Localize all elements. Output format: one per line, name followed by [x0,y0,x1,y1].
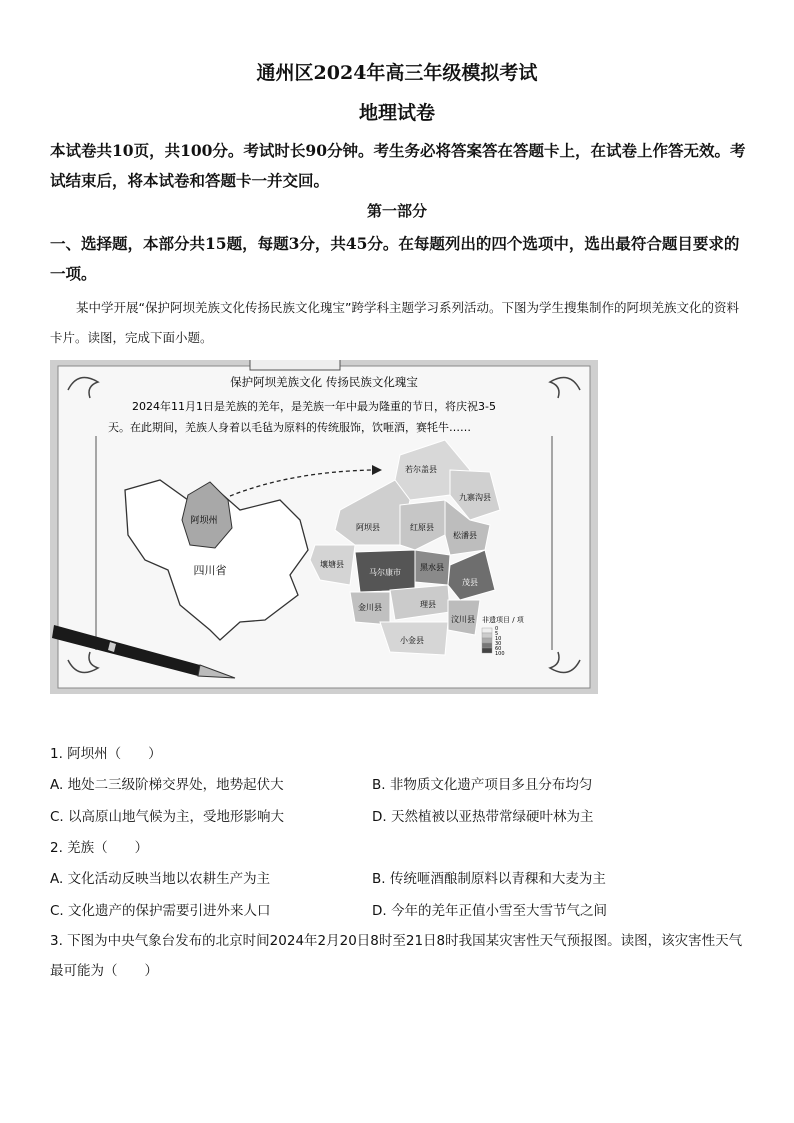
clip-icon [250,360,340,370]
legend-value: 0 [495,626,499,632]
q2-option-d: D. 今年的羌年正值小雪至大雪节气之间 [372,903,607,919]
sichuan-label: 四川省 [193,564,227,577]
question-context: 某中学开展“保护阿坝羌族文化传扬民族文化瑰宝”跨学科主题学习系列活动。下图为学生搜集制作的阿坝羌族文化的资料卡片。读图，完成下面小题。 [50,300,739,345]
q3-stem: 3. 下图为中央气象台发布的北京时间2024年2月20日8时至21日8时我国某灾害性天气预报图。读图，该灾害性天气最可能为（ ） [50,933,743,979]
part-label: 第一部分 [366,202,427,220]
county-label: 茂县 [462,578,478,587]
legend-value: 5 [495,631,499,637]
culture-card-figure [50,360,598,694]
county-label: 若尔盖县 [405,465,437,474]
card-title: 保护阿坝羌族文化 传扬民族文化瑰宝 [230,375,418,389]
county-label: 理县 [420,600,436,609]
legend-value: 100 [495,651,505,657]
exam-subtitle: 地理试卷 [358,102,435,124]
county-label: 汶川县 [451,615,475,624]
card-line-2: 天。在此期间，羌族人身着以毛毡为原料的传统服饰，饮咂酒，赛牦牛…… [108,421,471,434]
q1-option-d: D. 天然植被以亚热带常绿硬叶林为主 [372,809,594,825]
q2-option-b: B. 传统咂酒酿制原料以青稞和大麦为主 [372,871,606,887]
county-label: 阿坝县 [356,523,380,532]
legend-title: 非遗项目 / 项 [482,616,524,624]
county-label: 金川县 [358,603,382,612]
legend-value: 10 [495,636,502,642]
county-label: 马尔康市 [369,568,401,577]
q1-option-c: C. 以高原山地气候为主，受地形影响大 [50,809,285,825]
county-label: 九寨沟县 [459,493,491,502]
legend-value: 60 [495,646,502,652]
county-label: 壤塘县 [320,560,344,569]
exam-intro: 本试卷共10页，共100分。考试时长90分钟。考生务必将答案答在答题卡上，在试卷上作答无效。考试结束后，将本试卷和答题卡一并交回。 [50,141,746,190]
q2-option-a: A. 文化活动反映当地以农耕生产为主 [50,871,271,887]
q1-option-b: B. 非物质文化遗产项目多且分布均匀 [372,777,593,793]
legend-value: 30 [495,641,502,647]
card-line-1: 2024年11月1日是羌族的羌年，是羌族一年中最为隆重的节日，将庆祝3-5 [132,400,496,413]
exam-title: 通州区2024年高三年级模拟考试 [256,62,538,84]
county-label: 红原县 [410,523,434,532]
q1-option-a: A. 地处二三级阶梯交界处，地势起伏大 [50,777,284,793]
county-label: 松潘县 [453,531,477,540]
q2-option-c: C. 文化遗产的保护需要引进外来人口 [50,903,271,919]
county-label: 小金县 [400,636,424,645]
q2-stem: 2. 羌族（ ） [50,840,149,856]
aba-label: 阿坝州 [190,516,218,526]
legend [482,628,492,653]
q1-stem: 1. 阿坝州（ ） [50,746,162,762]
culture-card-svg [50,360,598,694]
section-instructions: 一、选择题，本部分共15题，每题3分，共45分。在每题列出的四个选项中，选出最符合题目要求的一项。 [50,234,740,283]
county-label: 黑水县 [420,563,444,572]
